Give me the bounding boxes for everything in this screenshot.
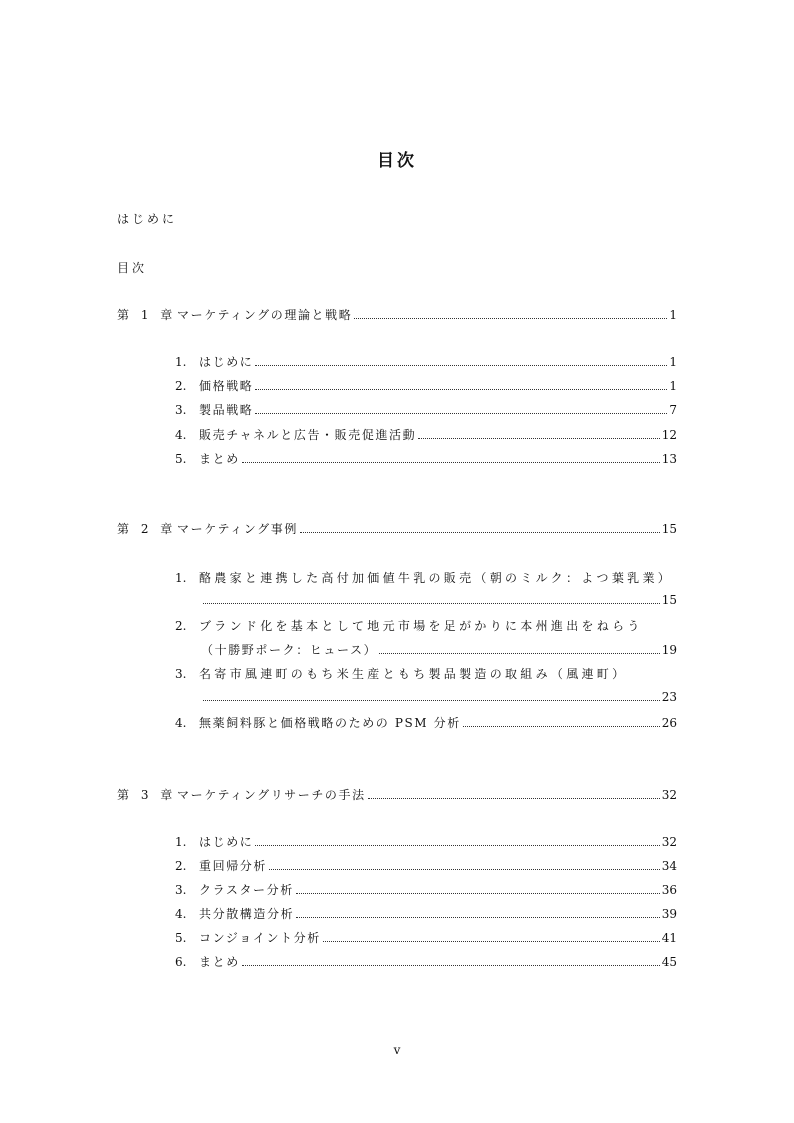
- chapter-title: マーケティング事例: [177, 522, 298, 536]
- page-number: 13: [661, 452, 677, 466]
- page-number: 12: [661, 428, 677, 442]
- section-title: 価格戦略: [199, 379, 254, 393]
- dot-leader: [269, 869, 660, 870]
- toc-entry-title-line[interactable]: [175, 665, 677, 682]
- dot-leader: [463, 726, 660, 727]
- toc-entry-title-line[interactable]: [175, 617, 677, 634]
- toc-entry[interactable]: [175, 401, 677, 418]
- section-title: 無薬飼料豚と価格戦略のための PSM 分析: [199, 716, 461, 730]
- dot-leader: [300, 532, 660, 533]
- section-number: 5.: [175, 931, 187, 945]
- dot-leader: [418, 438, 659, 439]
- page-number: 39: [661, 907, 677, 921]
- section-title: はじめに: [199, 835, 254, 849]
- section-title: コンジョイント分析: [199, 931, 321, 945]
- section-title: 重回帰分析: [199, 859, 268, 873]
- chapter-title: マーケティングリサーチの手法: [177, 788, 366, 802]
- toc-entry[interactable]: [175, 377, 677, 394]
- dot-leader: [379, 653, 660, 654]
- section-title: 販売チャネルと広告・販売促進活動: [199, 428, 417, 442]
- page-number: 45: [661, 955, 677, 969]
- section-number: 4.: [175, 716, 187, 730]
- section-number: 2.: [175, 859, 187, 873]
- chapter-number: 第 3 章: [117, 788, 177, 802]
- toc-entry[interactable]: [175, 714, 677, 731]
- section-title: 製品戦略: [199, 403, 254, 417]
- toc-entry-leader-line[interactable]: [201, 641, 677, 658]
- chapter-2-entry[interactable]: [117, 520, 677, 537]
- toc-entry[interactable]: [175, 353, 677, 370]
- chapter-1-entry[interactable]: [117, 306, 677, 323]
- page-number: 19: [661, 643, 677, 657]
- page-number: 41: [661, 931, 677, 945]
- section-number: 3.: [175, 883, 187, 897]
- page-number: 1: [669, 355, 677, 369]
- toc-entry[interactable]: [175, 953, 677, 970]
- dot-leader: [203, 603, 660, 604]
- section-title: ブランド化を基本として地元市場を足がかりに本州進出をねらう: [199, 619, 643, 633]
- section-number: 1.: [175, 355, 187, 369]
- dot-leader: [323, 941, 660, 942]
- section-title: クラスター分析: [199, 883, 294, 897]
- page-number: 32: [661, 788, 677, 802]
- section-number: 1.: [175, 835, 187, 849]
- dot-leader: [255, 845, 659, 846]
- section-title: 共分散構造分析: [199, 907, 295, 921]
- section-number: 4.: [175, 428, 187, 442]
- section-title: 酪農家と連携した高付加価値牛乳の販売（朝のミルク：よつ葉乳業）: [199, 571, 674, 585]
- dot-leader: [255, 413, 667, 414]
- section-title: まとめ: [199, 452, 240, 466]
- dot-leader: [255, 389, 667, 390]
- front-intro: はじめに: [117, 212, 178, 226]
- section-number: 4.: [175, 907, 187, 921]
- page-footer-number: v: [393, 1043, 401, 1057]
- page-title: 目次: [377, 151, 417, 171]
- dot-leader: [368, 798, 660, 799]
- section-number: 2.: [175, 379, 187, 393]
- toc-entry-leader-line[interactable]: [201, 593, 677, 607]
- section-number: 5.: [175, 452, 187, 466]
- dot-leader: [242, 965, 660, 966]
- section-number: 3.: [175, 667, 187, 681]
- toc-entry[interactable]: [175, 857, 677, 874]
- dot-leader: [255, 365, 667, 366]
- dot-leader: [354, 318, 667, 319]
- page-number: 32: [661, 835, 677, 849]
- dot-leader: [242, 462, 660, 463]
- toc-entry[interactable]: [175, 905, 677, 922]
- page-number: 1: [669, 308, 677, 322]
- section-title-continued: （十勝野ポーク：ヒュース）: [201, 643, 378, 657]
- toc-entry[interactable]: [175, 426, 677, 443]
- chapter-3-entry[interactable]: [117, 786, 677, 803]
- toc-entry-leader-line[interactable]: [201, 690, 677, 704]
- page-number: 23: [661, 690, 677, 704]
- section-number: 6.: [175, 955, 187, 969]
- dot-leader: [296, 917, 660, 918]
- section-number: 3.: [175, 403, 187, 417]
- page-number: 15: [661, 522, 677, 536]
- page-number: 36: [661, 883, 677, 897]
- section-title: はじめに: [199, 355, 254, 369]
- toc-entry[interactable]: [175, 450, 677, 467]
- toc-entry[interactable]: [175, 833, 677, 850]
- page-number: 15: [661, 593, 677, 607]
- page-number: 7: [669, 403, 677, 417]
- toc-entry-title-line[interactable]: [175, 569, 677, 586]
- page-number: 1: [669, 379, 677, 393]
- front-toc: 目次: [117, 261, 148, 275]
- dot-leader: [203, 700, 660, 701]
- section-number: 1.: [175, 571, 187, 585]
- chapter-number: 第 2 章: [117, 522, 177, 536]
- section-title: 名寄市風連町のもち米生産ともち製品製造の取組み（風連町）: [199, 667, 628, 681]
- page-number: 26: [661, 716, 677, 730]
- section-number: 2.: [175, 619, 187, 633]
- dot-leader: [296, 893, 660, 894]
- page-number: 34: [661, 859, 677, 873]
- chapter-title: マーケティングの理論と戦略: [177, 308, 353, 322]
- section-title: まとめ: [199, 955, 240, 969]
- chapter-number: 第 1 章: [117, 308, 177, 322]
- toc-entry[interactable]: [175, 881, 677, 898]
- toc-entry[interactable]: [175, 929, 677, 946]
